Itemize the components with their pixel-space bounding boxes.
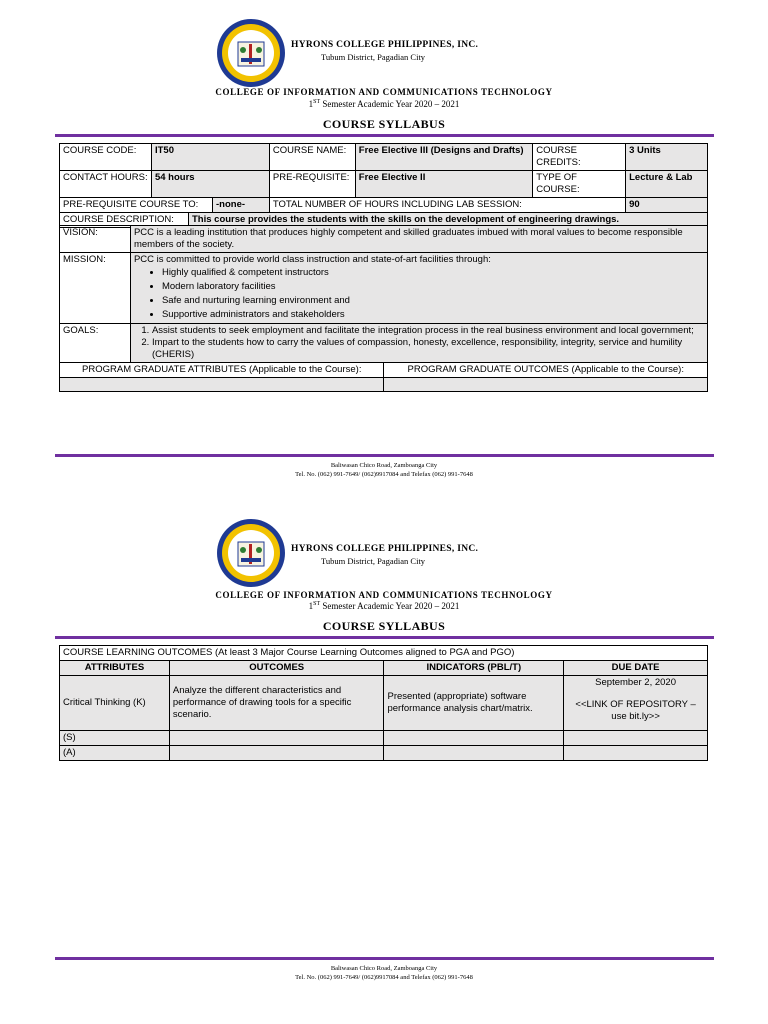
school-header [291, 40, 478, 62]
footer-contact: Tel. No. (062) 991-7649/ (062)9917084 and Telefax (062) 991-7648 [295, 471, 473, 478]
mission-item: • Safe and nurturing learning environment and [162, 294, 704, 308]
school-header [291, 544, 478, 566]
pga-header: PROGRAM GRADUATE ATTRIBUTES (Applicable to the Course): [60, 363, 384, 378]
goal-item: 1. Assist students to seek employment and facilitate the integration process in the real business environment and local government; [152, 325, 704, 337]
semester-line [0, 601, 768, 611]
mission-intro: PCC is committed to provide world class instruction and state-of-art facilities through: [133, 254, 491, 265]
goal-item: 2. Impart to the students how to carry the values of compassion, honesty, excellence, responsibility, integrity, service and humility (CHERIS) [152, 337, 704, 361]
page-footer [0, 461, 768, 479]
pga-cell [60, 378, 384, 392]
semester-suffix: ST [313, 601, 321, 607]
prereq-to-cell [60, 198, 270, 213]
pgo-cell [384, 378, 708, 392]
col-indicators: INDICATORS (PBL/T) [384, 661, 564, 676]
semester-line [0, 99, 768, 109]
semester-text: Semester Academic Year 2020 – 2021 [320, 99, 460, 109]
course-name-value: Free Elective III (Designs and Drafts) [355, 144, 533, 171]
course-code-value: IT50 [151, 144, 269, 171]
clo-row-indicator: Presented (appropriate) software performance analysis chart/matrix. [384, 676, 564, 731]
course-type-label: TYPE OF COURSE: [533, 171, 626, 198]
contact-hours-value: 54 hours [151, 171, 269, 198]
total-hours-value: 90 [626, 198, 708, 213]
page-footer [0, 964, 768, 982]
contact-hours-label: CONTACT HOURS: [60, 171, 152, 198]
semester-text: Semester Academic Year 2020 – 2021 [320, 601, 460, 611]
page-title: COURSE SYLLABUS [322, 619, 446, 633]
clo-row-indicator [384, 731, 564, 746]
page-title: COURSE SYLLABUS [322, 117, 446, 131]
vision-label: VISION: [60, 226, 131, 253]
footer-divider [55, 454, 714, 457]
mission-content [130, 253, 707, 324]
clo-row-due-cell [564, 731, 708, 746]
pgo-header: PROGRAM GRADUATE OUTCOMES (Applicable to the Course): [384, 363, 708, 378]
clo-row-due-link: <<LINK OF REPOSITORY – use bit.ly>> [575, 699, 696, 722]
course-code-label: COURSE CODE: [60, 144, 152, 171]
mission-item: • Highly qualified & competent instructors [162, 266, 704, 280]
col-attributes: ATTRIBUTES [60, 661, 170, 676]
clo-row-indicator [384, 746, 564, 761]
col-due-date: DUE DATE [564, 661, 708, 676]
school-address: Tubum District, Pagadian City [321, 52, 426, 62]
footer-address: Baliwasan Chico Road, Zamboanga City [330, 965, 438, 972]
course-credits-label: COURSE CREDITS: [533, 144, 626, 171]
prereq-to-value: -none- [213, 198, 269, 212]
goals-content [130, 324, 707, 363]
mission-item: • Supportive administrators and stakeholders [162, 308, 704, 322]
footer-contact: Tel. No. (062) 991-7649/ (062)9917084 and Telefax (062) 991-7648 [295, 974, 473, 981]
college-name: COLLEGE OF INFORMATION AND COMMUNICATIONS TECHNOLOGY [215, 590, 553, 600]
mission-label: MISSION: [60, 253, 131, 324]
clo-row-attribute: (S) [60, 731, 170, 746]
semester-number: 1 [308, 601, 314, 611]
clo-row-due-cell [564, 746, 708, 761]
semester-number: 1 [308, 99, 314, 109]
mission-list [134, 266, 704, 322]
college-seal-logo [216, 518, 286, 588]
prereq-to-label: PRE-REQUISITE COURSE TO: [60, 198, 213, 212]
college-seal-logo [216, 18, 286, 88]
vision-mission-goals-table [59, 225, 708, 392]
goals-list [134, 325, 704, 361]
course-info-table [59, 143, 708, 228]
school-name: HYRONS COLLEGE PHILIPPINES, INC. [291, 40, 479, 50]
page-1 [0, 0, 768, 490]
course-learning-outcomes-table [59, 645, 708, 761]
clo-row-due-cell [564, 676, 708, 731]
course-description-label: COURSE DESCRIPTION: [60, 213, 189, 227]
clo-heading: COURSE LEARNING OUTCOMES (At least 3 Major Course Learning Outcomes aligned to PGA and PGO) [60, 646, 708, 661]
prerequisite-value: Free Elective II [355, 171, 533, 198]
semester-suffix: ST [313, 99, 321, 105]
clo-row-attribute: Critical Thinking (K) [60, 676, 170, 731]
course-credits-value: 3 Units [626, 144, 708, 171]
prerequisite-label: PRE-REQUISITE: [269, 171, 355, 198]
clo-row-outcome [169, 731, 384, 746]
vision-text: PCC is a leading institution that produces highly competent and skilled graduates imbued with moral values to become responsible members of the society. [130, 226, 707, 253]
clo-row-outcome [169, 746, 384, 761]
footer-divider [55, 957, 714, 960]
course-name-label: COURSE NAME: [269, 144, 355, 171]
footer-address: Baliwasan Chico Road, Zamboanga City [330, 462, 438, 469]
college-name: COLLEGE OF INFORMATION AND COMMUNICATIONS TECHNOLOGY [215, 87, 553, 97]
header-divider [55, 134, 714, 137]
clo-row-outcome: Analyze the different characteristics and performance of drawing tools for a specific scenario. [169, 676, 384, 731]
school-name: HYRONS COLLEGE PHILIPPINES, INC. [291, 544, 479, 554]
header-divider [55, 636, 714, 639]
clo-row-due-date: September 2, 2020 [595, 677, 676, 688]
col-outcomes: OUTCOMES [169, 661, 384, 676]
total-hours-label: TOTAL NUMBER OF HOURS INCLUDING LAB SESSION: [269, 198, 625, 213]
mission-item: • Modern laboratory facilities [162, 280, 704, 294]
course-description-value: This course provides the students with the skills on the development of engineering drawings. [189, 213, 707, 227]
goals-label: GOALS: [60, 324, 131, 363]
course-type-value: Lecture & Lab [626, 171, 708, 198]
school-address: Tubum District, Pagadian City [321, 556, 426, 566]
clo-row-attribute: (A) [60, 746, 170, 761]
page-2 [0, 500, 768, 990]
